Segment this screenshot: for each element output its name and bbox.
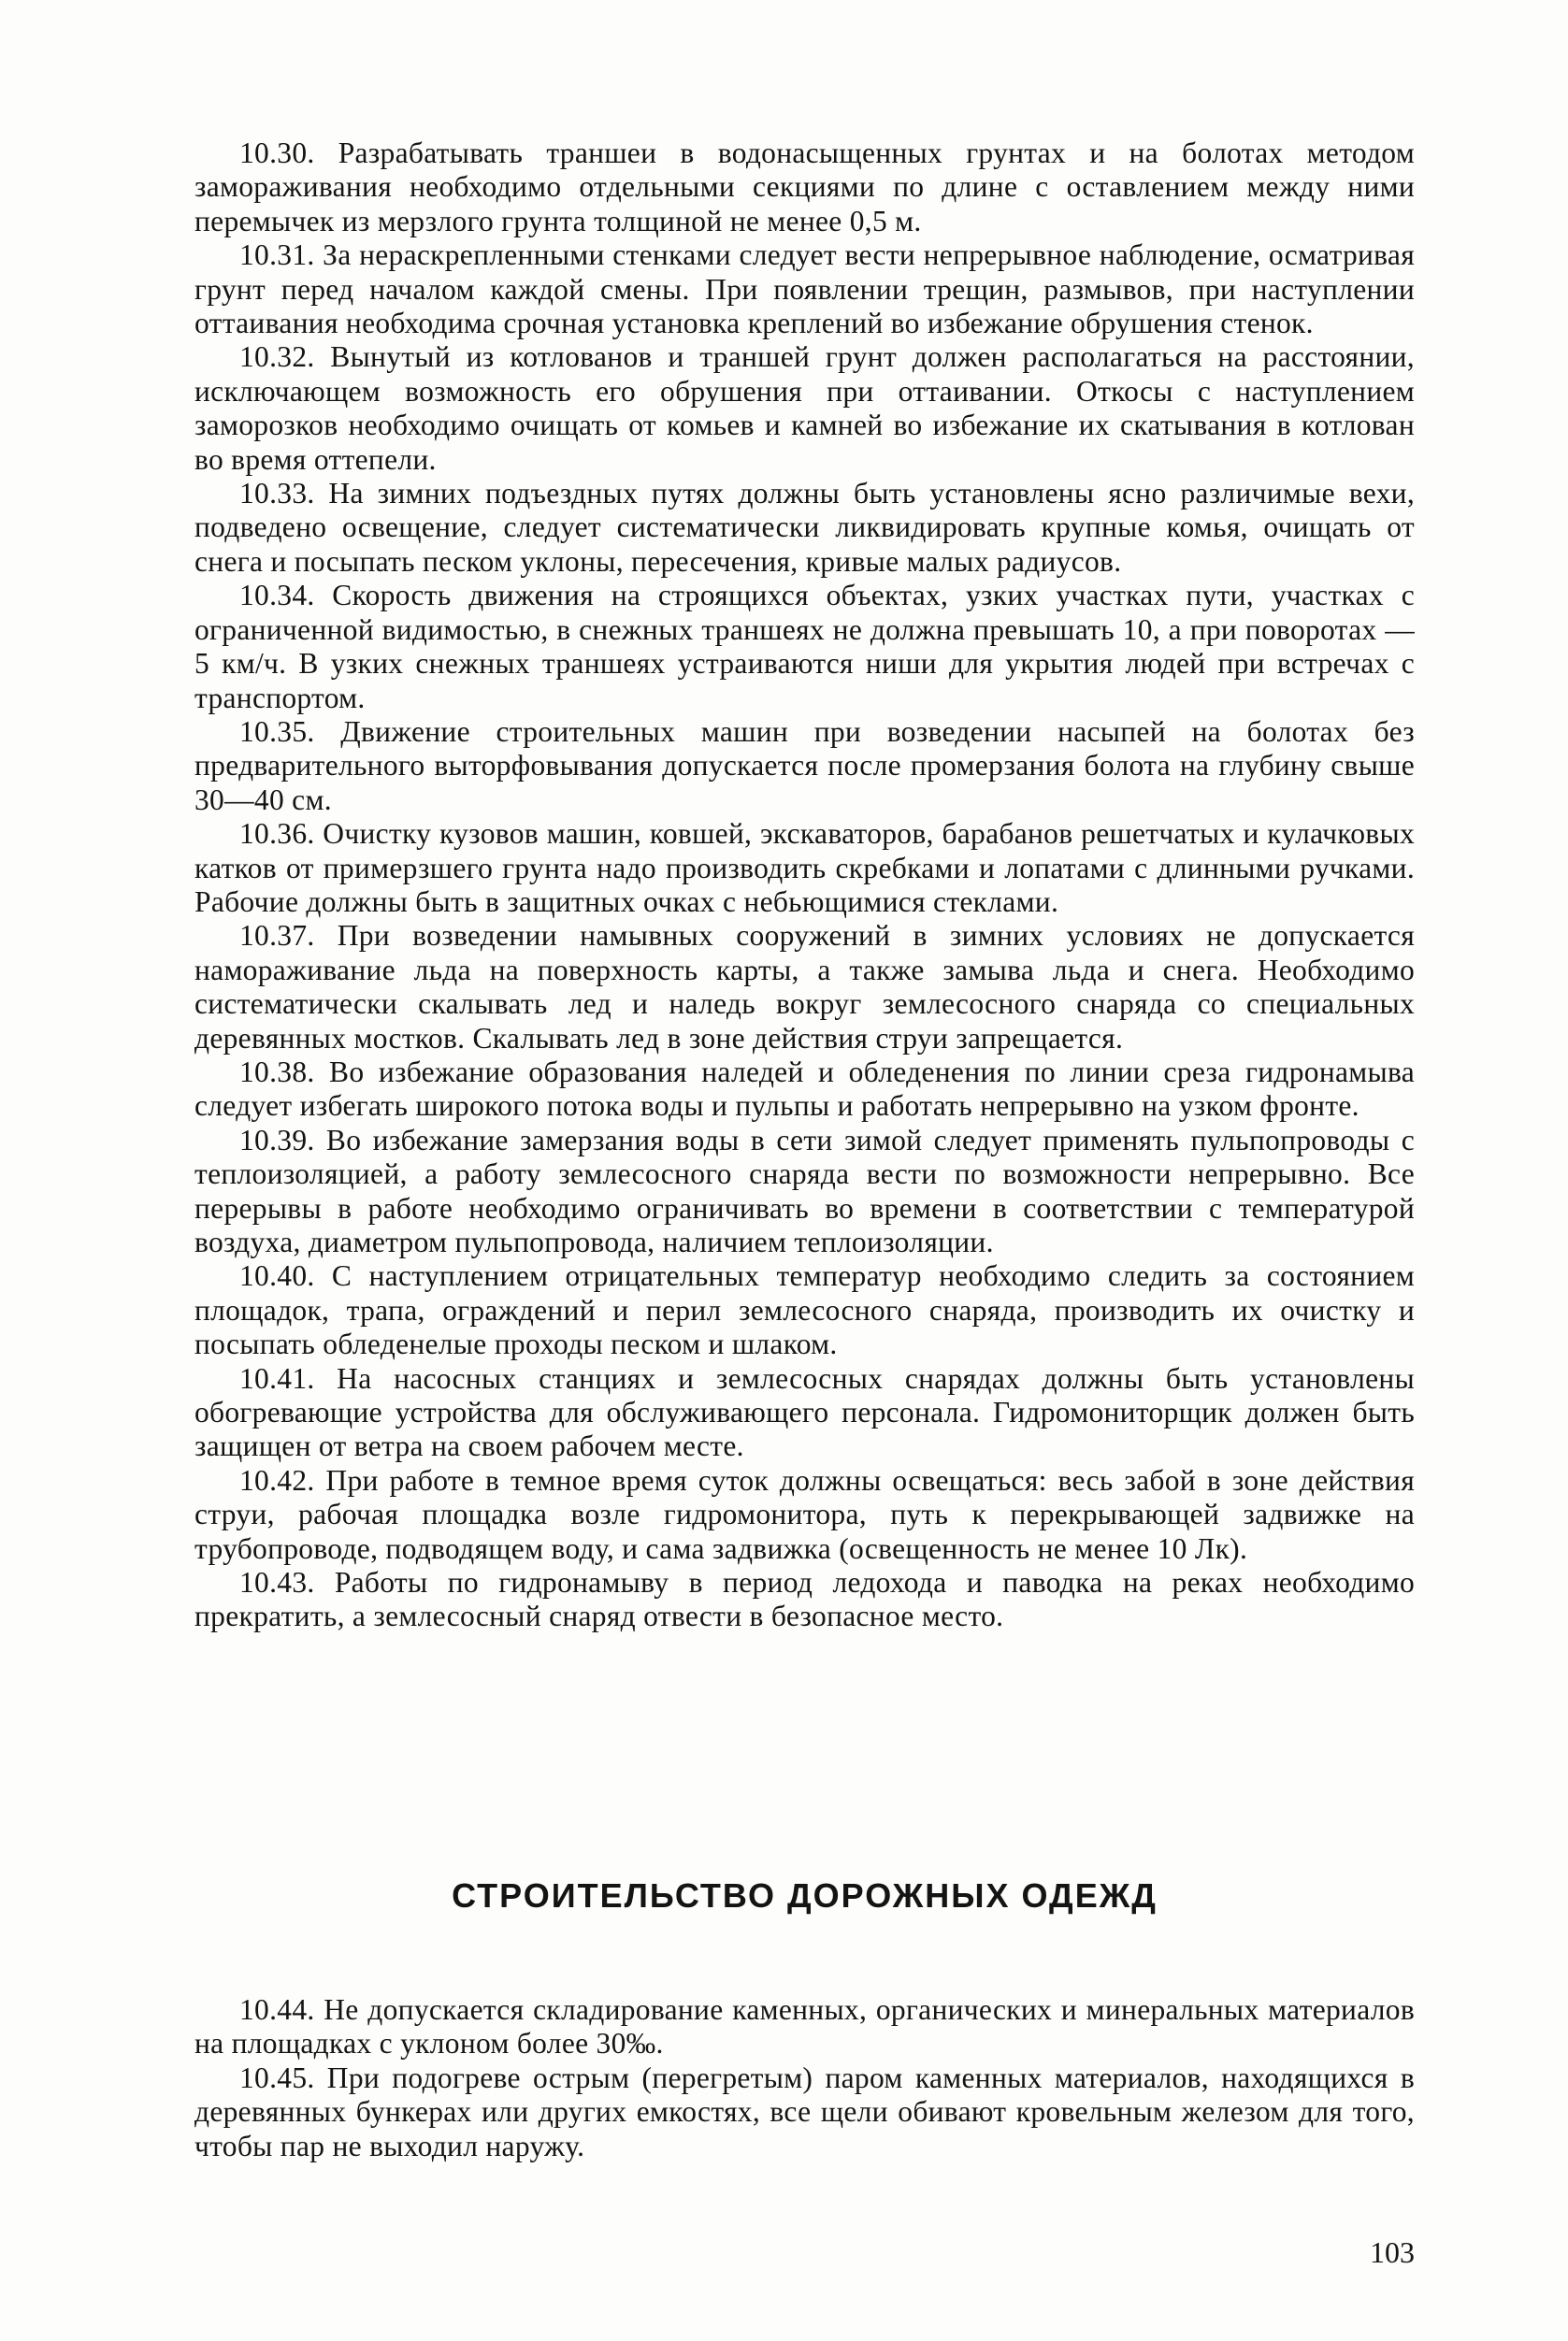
section-heading: СТРОИТЕЛЬСТВО ДОРОЖНЫХ ОДЕЖД	[452, 1876, 1158, 1915]
paragraph-10-40: 10.40. С наступлением отрицательных температур необходимо следить за состоянием площадок, трапа, ограждений и перил землесосного снаряда, производить их очистку и посыпать обледенелые проходы песком и шлаком.	[194, 1259, 1415, 1361]
paragraph-10-37: 10.37. При возведении намывных сооружений в зимних условиях не допускается намораживание льда на поверхность карты, а также замыва льда и снега. Необходимо систематически скалывать лед и наледь вокруг землесосного снаряда со специальных деревянных мостков. Скалывать лед в зоне действия струи запрещается.	[194, 919, 1415, 1055]
paragraph-10-30: 10.30. Разрабатывать траншеи в водонасыщенных грунтах и на болотах методом замораживания необходимо отдельными секциями по длине с оставлением между ними перемычек из мерзлого грунта толщиной не менее 0,5 м.	[194, 136, 1415, 237]
paragraph-10-33: 10.33. На зимних подъездных путях должны быть установлены ясно различимые вехи, подведено освещение, следует систематически ликвидировать крупные комья, очищать от снега и посыпать песком уклоны, пересечения, кривые малых радиусов.	[194, 477, 1415, 578]
paragraph-10-43: 10.43. Работы по гидронамыву в период ледохода и паводка на реках необходимо прекратить, а землесосный снаряд отвести в безопасное место.	[194, 1566, 1415, 1633]
paragraph-10-31: 10.31. За нераскрепленными стенками следует вести непрерывное наблюдение, осматривая грунт перед началом каждой смены. При появлении трещин, размывов, при наступлении оттаивания необходима срочная установка креплений во избежание обрушения стенок.	[194, 238, 1415, 340]
paragraph-10-34: 10.34. Скорость движения на строящихся объектах, узких участках пути, участках с ограниченной видимостью, в снежных траншеях не должна превышать 10, а при поворотах — 5 км/ч. В узких снежных траншеях устраиваются ниши для укрытия людей при встречах с транспортом.	[194, 579, 1415, 714]
paragraph-10-32: 10.32. Вынутый из котлованов и траншей грунт должен располагаться на расстоянии, исключающем возможность его обрушения при оттаивании. Откосы с наступлением заморозков необходимо очищать от комьев и камней во избежание их скатывания в котлован во время оттепели.	[194, 340, 1415, 476]
section-text-block	[194, 1993, 1415, 2163]
paragraph-10-45: 10.45. При подогреве острым (перегретым) паром каменных материалов, находящихся в деревянных бункерах или других емкостях, все щели обивают кровельным железом для того, чтобы пар не выходил наружу.	[194, 2061, 1415, 2162]
main-text-block	[194, 136, 1415, 1634]
paragraph-10-44: 10.44. Не допускается складирование каменных, органических и минеральных материалов на площадках с уклоном более 30‰.	[194, 1993, 1415, 2061]
paragraph-10-35: 10.35. Движение строительных машин при возведении насыпей на болотах без предварительного выторфовывания допускается после промерзания болота на глубину свыше 30—40 см.	[194, 714, 1415, 816]
paragraph-10-42: 10.42. При работе в темное время суток должны освещаться: весь забой в зоне действия струи, рабочая площадка возле гидромонитора, путь к перекрывающей задвижке на трубопроводе, подводящем воду, и сама задвижка (освещенность не менее 10 Лк).	[194, 1463, 1415, 1565]
paragraph-10-38: 10.38. Во избежание образования наледей и обледенения по линии среза гидронамыва следует избегать широкого потока воды и пульпы и работать непрерывно на узком фронте.	[194, 1055, 1415, 1123]
page-number: 103	[1370, 2235, 1415, 2269]
paragraph-10-36: 10.36. Очистку кузовов машин, ковшей, экскаваторов, барабанов решетчатых и кулачковых катков от примерзшего грунта надо производить скребками и лопатами с длинными ручками. Рабочие должны быть в защитных очках с небьющимися стеклами.	[194, 817, 1415, 918]
paragraph-10-41: 10.41. На насосных станциях и землесосных снарядах должны быть установлены обогревающие устройства для обслуживающего персонала. Гидромониторщик должен быть защищен от ветра на своем рабочем месте.	[194, 1361, 1415, 1463]
paragraph-10-39: 10.39. Во избежание замерзания воды в сети зимой следует применять пульпопроводы с теплоизоляцией, а работу землесосного снаряда вести по возможности непрерывно. Все перерывы в работе необходимо ограничивать во времени в соответствии с температурой воздуха, диаметром пульпопровода, наличием теплоизоляции.	[194, 1123, 1415, 1258]
